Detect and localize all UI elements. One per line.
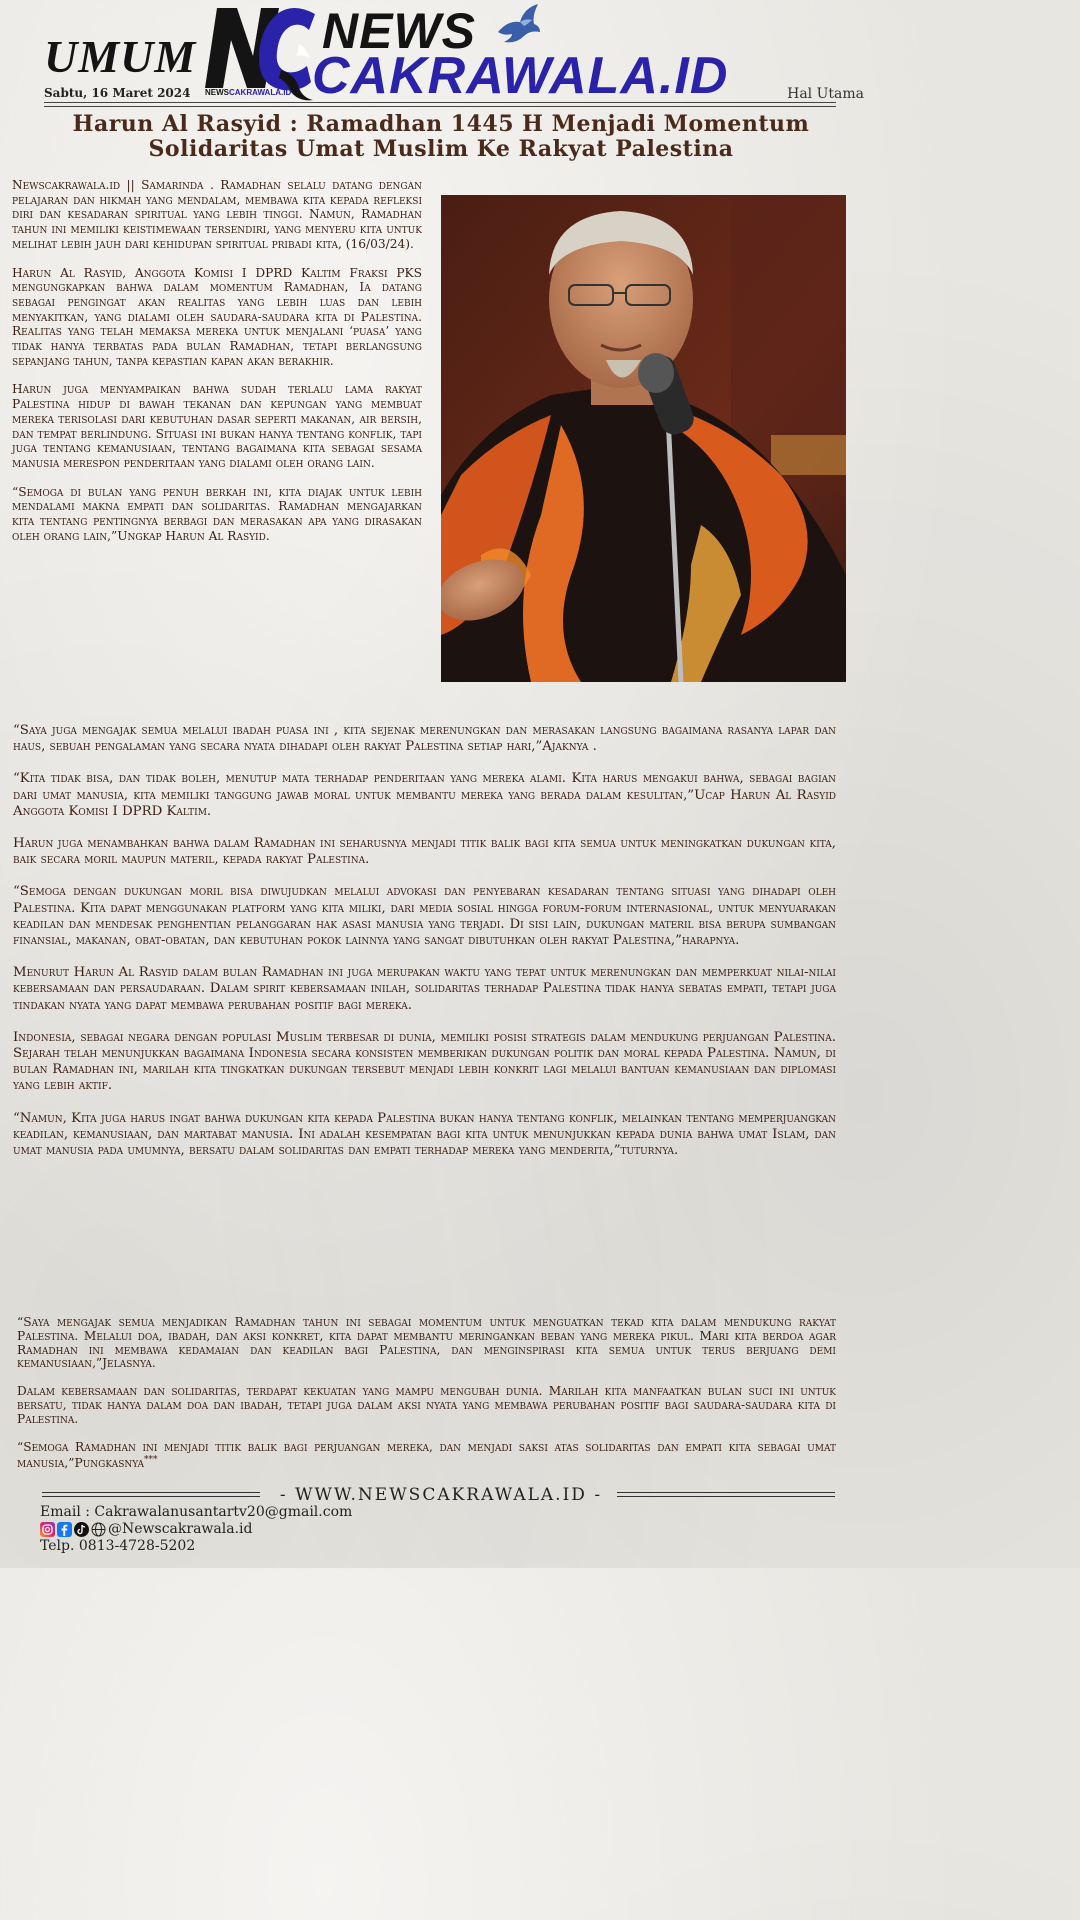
paragraph <box>17 1441 836 1472</box>
social-handle[interactable]: @Newscakrawala.id <box>108 1521 253 1537</box>
category-label: UMUM <box>44 31 197 82</box>
brand-cakrawala: CAKRAWALA.ID <box>312 47 729 105</box>
header-divider-2 <box>44 106 836 107</box>
headline-line-2: Solidaritas Umat Muslim Ke Rakyat Palestina <box>148 136 734 162</box>
paragraph: “Semoga dengan dukungan moril bisa diwujudkan melalui advokasi dan penyebaran kesadaran tentang situasi yang dihadapi oleh Palestina. Kita dapat menggunakan platform yang kita miliki, dari media sosial hingga forum-forum internasional, untuk menyuarakan keadilan dan mendesak penghentian pelanggaran hak asasi manusia yang terjadi. Di sisi lain, dukungan materil bisa berupa sumbangan finansial, makanan, obat-obatan, dan kebutuhan pokok lainnya yang sangat dibutuhkan oleh rakyat Palestina,”harapnya. <box>13 884 836 949</box>
paragraph: “Saya juga mengajak semua melalui ibadah puasa ini , kita sejenak merenungkan dan merasakan langsung bagaimana rasanya lapar dan haus, sebuah pengalaman yang secara nyata dihadapi oleh rakyat Palestina setiap hari,”Ajaknya . <box>13 723 836 755</box>
paragraph: Harun juga menambahkan bahwa dalam Ramadhan ini seharusnya menjadi titik balik bagi kita semua untuk meningkatkan dukungan kita, baik secara moril maupun materil, kepada rakyat Palestina. <box>13 836 836 868</box>
contact-email[interactable]: Email : Cakrawalanusantartv20@gmail.com <box>40 1504 353 1520</box>
left-column <box>12 178 422 557</box>
speaker-photo <box>441 195 846 682</box>
paragraph: Harun juga menyampaikan bahwa sudah terlalu lama rakyat Palestina hidup di bawah tekanan dan kepungan yang membuat mereka terisolasi dari kebutuhan dasar seperti makanan, air bersih, dan tempat berlindung. Situasi ini bukan hanya tentang konflik, tapi juga tentang kemanusiaan, tentang bagaimana kita sebagai sesama manusia merespon penderitaan yang dialami oleh orang lain. <box>12 382 422 470</box>
paragraph: Dalam kebersamaan dan solidaritas, terdapat kekuatan yang mampu mengubah dunia. Marilah kita manfaatkan bulan suci ini untuk bersatu, tidak hanya dalam doa dan ibadah, tetapi juga dalam aksi nyata yang membawa perubahan positif bagi saudara-saudara kita di Palestina. <box>17 1384 836 1426</box>
paragraph: Newscakrawala.id || Samarinda . Ramadhan selalu datang dengan pelajaran dan hikmah yang mendalam, membawa kita kepada refleksi diri dan kesadaran spiritual yang lebih tinggi. Namun, Ramadhan tahun ini memiliki keistimewaan tersendiri, yang menyeru kita untuk melihat lebih jauh dari kehidupan spiritual pribadi kita, (16/03/24). <box>12 178 422 251</box>
publish-date: Sabtu, 16 Maret 2024 <box>44 86 191 100</box>
paragraph: Indonesia, sebagai negara dengan populasi Muslim terbesar di dunia, memiliki posisi strategis dalam mendukung perjuangan Palestina. Sejarah telah menunjukkan bagaimana Indonesia secara konsisten memberikan dukungan politik dan moral kepada Palestina. Namun, di bulan Ramadhan ini, marilah kita tingkatkan dukungan tersebut menjadi lebih konkrit lagi melalui bantuan kemanusiaan dan diplomasi yang lebih aktif. <box>13 1029 836 1094</box>
contact-phone[interactable]: Telp. 0813-4728-5202 <box>40 1538 196 1554</box>
instagram-icon[interactable] <box>40 1522 55 1537</box>
brand-news: NEWS <box>322 3 476 59</box>
logo-small-news: NEWS <box>205 88 229 97</box>
paragraph: “Namun, Kita juga harus ingat bahwa dukungan kita kepada Palestina bukan hanya tentang konflik, melainkan tentang memperjuangkan keadilan, kemanusiaan, dan martabat manusia. Ini adalah kesempatan bagi kita untuk menunjukkan kepada dunia bahwa umat Islam, dan umat manusia pada umumnya, bersatu dalam solidaritas dan empati terhadap mereka yang menderita,”tuturnya. <box>13 1110 836 1159</box>
paragraph: Harun Al Rasyid, Anggota Komisi I DPRD Kaltim Fraksi PKS mengungkapkan bahwa dalam momentum Ramadhan, Ia datang sebagai pengingat akan realitas yang lebih luas dan lebih menyakitkan, yang dialami oleh saudara-saudara kita di Palestina. Realitas yang telah memaksa mereka untuk menjalani ‘puasa’ yang tidak hanya terbatas pada bulan Ramadhan, tetapi berlangsung sepanjang tahun, tanpa kepastian kapan akan berakhir. <box>12 265 422 368</box>
tiktok-icon[interactable] <box>74 1522 89 1537</box>
logo-small-cakrawala: CAKRAWALA.ID <box>229 88 292 97</box>
social-row <box>40 1521 252 1537</box>
eagle-icon <box>494 2 542 48</box>
website-link[interactable]: - WWW.NEWSCAKRAWALA.ID - <box>279 1485 603 1505</box>
headline <box>20 112 862 162</box>
nc-logo-icon <box>203 4 318 102</box>
header-divider <box>44 102 836 103</box>
page-section: Hal Utama <box>787 86 864 102</box>
facebook-icon[interactable] <box>57 1522 72 1537</box>
paragraph: “Saya mengajak semua menjadikan Ramadhan tahun ini sebagai momentum untuk menguatkan tekad kita dalam mendukung rakyat Palestina. Melalui doa, ibadah, dan aksi konkret, kita dapat membantu meringankan beban yang mereka pikul. Mari kita berdoa agar Ramadhan ini membawa kedamaian dan keadilan bagi Palestina, dan menginspirasi kita semua untuk terus berjuang demi kemanusiaan,”Jelasnya. <box>17 1315 836 1371</box>
full-width-body <box>13 723 836 1175</box>
headline-line-1: Harun Al Rasyid : Ramadhan 1445 H Menjadi Momentum <box>72 111 810 137</box>
paragraph: “Semoga di bulan yang penuh berkah ini, kita diajak untuk lebih mendalami makna empati dan solidaritas. Ramadhan mengajarkan kita tentang pentingnya berbagi dan merasakan apa yang dirasakan oleh orang lain,”Ungkap Harun Al Rasyid. <box>12 484 422 543</box>
closing-body <box>17 1316 836 1485</box>
paragraph: Menurut Harun Al Rasyid dalam bulan Ramadhan ini juga merupakan waktu yang tepat untuk merenungkan dan memperkuat nilai-nilai kebersamaan dan persaudaraan. Dalam spirit kebersamaan inilah, solidaritas terhadap Palestina tidak hanya sebatas empati, tetapi juga tindakan nyata yang dapat membawa perubahan positif bagi mereka. <box>13 965 836 1013</box>
closing-quote: “Semoga Ramadhan ini menjadi titik balik bagi perjuangan mereka, dan menjadi saksi atas solidaritas dan empati kita sebagai umat manusia,”Pungkasnya <box>17 1439 836 1471</box>
globe-icon[interactable] <box>91 1522 106 1537</box>
paragraph: “Kita tidak bisa, dan tidak boleh, menutup mata terhadap penderitaan yang mereka alami. Kita harus mengakui bahwa, sebagai bagian dari umat manusia, kita memiliki tanggung jawab moral untuk membantu mereka yang berada dalam kesulitan,”Ucap Harun Al Rasyid Anggota Komisi I DPRD Kaltim. <box>13 771 836 819</box>
end-mark: *** <box>144 1455 158 1466</box>
